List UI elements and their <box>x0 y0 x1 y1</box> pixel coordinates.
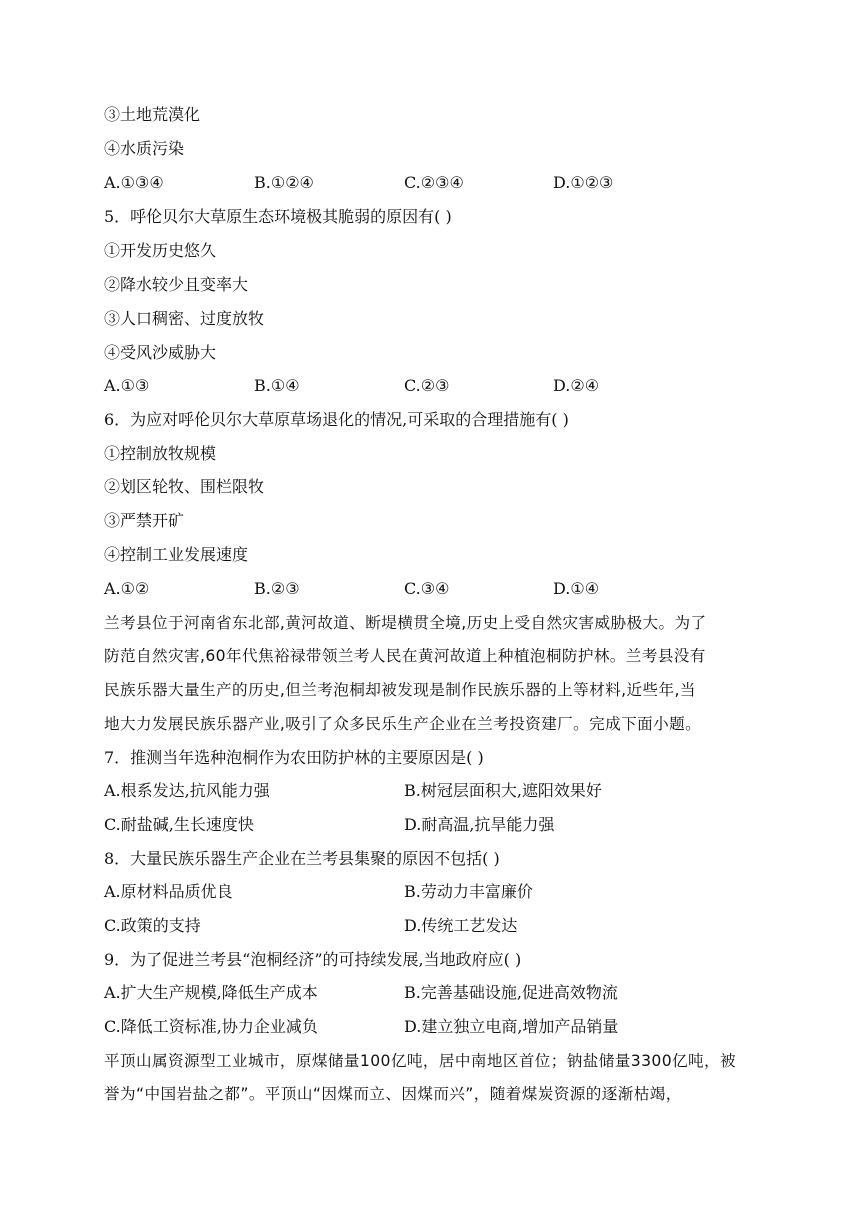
q9-options-row-2 <box>104 1016 764 1038</box>
q5-item-4: ④受风沙威胁大 <box>104 343 217 362</box>
q5-option-a[interactable]: A.①③ <box>104 376 150 395</box>
q6-item-2: ②划区轮牧、围栏限牧 <box>104 477 265 496</box>
q4-item-3: ③土地荒漠化 <box>104 105 201 124</box>
q8-options-row-2 <box>104 915 764 937</box>
q4-option-a[interactable]: A.①③④ <box>104 173 164 192</box>
passage2-line-2: 誉为“中国岩盐之都”。平顶山“因煤而立、因煤而兴”，随着煤炭资源的逐渐枯竭， <box>104 1085 682 1103</box>
q8-option-b[interactable]: B.劳动力丰富廉价 <box>404 882 533 901</box>
q8-option-c[interactable]: C.政策的支持 <box>104 916 201 935</box>
passage2-line-1: 平顶山属资源型工业城市，原煤储量100亿吨，居中南地区首位；钠盐储量3300亿吨，被 <box>104 1052 737 1070</box>
q5-option-b[interactable]: B.①④ <box>254 376 300 395</box>
q6-option-a[interactable]: A.①② <box>104 579 150 598</box>
passage1-line-4: 地大力发展民族乐器产业,吸引了众多民乐生产企业在兰考投资建厂。完成下面小题。 <box>104 715 702 733</box>
q6-option-b[interactable]: B.②③ <box>254 579 300 598</box>
q4-option-d[interactable]: D.①②③ <box>553 173 614 192</box>
q6-stem: 6．为应对呼伦贝尔大草原草场退化的情况,可采取的合理措施有( ) <box>104 410 569 429</box>
q9-option-c[interactable]: C.降低工资标准,协力企业减负 <box>104 1017 318 1036</box>
q9-stem: 9．为了促进兰考县“泡桐经济”的可持续发展,当地政府应( ) <box>104 950 522 969</box>
q7-option-b[interactable]: B.树冠层面积大,遮阳效果好 <box>404 781 602 800</box>
q9-option-a[interactable]: A.扩大生产规模,降低生产成本 <box>104 983 318 1002</box>
q4-item-4: ④水质污染 <box>104 139 185 158</box>
q9-options-row-1 <box>104 982 764 1004</box>
q4-option-b[interactable]: B.①②④ <box>254 173 314 192</box>
q7-option-a[interactable]: A.根系发达,抗风能力强 <box>104 781 270 800</box>
q7-option-c[interactable]: C.耐盐碱,生长速度快 <box>104 815 254 834</box>
q7-options-row-1 <box>104 780 764 802</box>
q8-option-a[interactable]: A.原材料品质优良 <box>104 882 233 901</box>
q7-options-row-2 <box>104 814 764 836</box>
q5-item-3: ③人口稠密、过度放牧 <box>104 309 265 328</box>
q5-option-c[interactable]: C.②③ <box>404 376 450 395</box>
q5-item-2: ②降水较少且变率大 <box>104 275 249 294</box>
q6-item-1: ①控制放牧规模 <box>104 444 217 463</box>
q9-option-b[interactable]: B.完善基础设施,促进高效物流 <box>404 983 618 1002</box>
q6-item-4: ④控制工业发展速度 <box>104 545 249 564</box>
q6-option-d[interactable]: D.①④ <box>553 579 600 598</box>
q6-item-3: ③严禁开矿 <box>104 511 185 530</box>
q8-option-d[interactable]: D.传统工艺发达 <box>404 916 518 935</box>
q8-options-row-1 <box>104 881 764 903</box>
passage1-line-2: 防范自然灾害,60年代焦裕禄带领兰考人民在黄河故道上种植泡桐防护林。兰考县没有 <box>104 647 706 665</box>
q5-options <box>104 375 764 397</box>
q6-option-c[interactable]: C.③④ <box>404 579 450 598</box>
q4-option-c[interactable]: C.②③④ <box>404 173 464 192</box>
q5-option-d[interactable]: D.②④ <box>553 376 600 395</box>
passage1-line-3: 民族乐器大量生产的历史,但兰考泡桐却被发现是制作民族乐器的上等材料,近些年,当 <box>104 681 696 699</box>
q4-options <box>104 172 764 194</box>
q8-stem: 8．大量民族乐器生产企业在兰考县集聚的原因不包括( ) <box>104 849 500 868</box>
passage1-line-1: 兰考县位于河南省东北部,黄河故道、断堤横贯全境,历史上受自然灾害威胁极大。为了 <box>104 614 707 632</box>
q9-option-d[interactable]: D.建立独立电商,增加产品销量 <box>404 1017 619 1036</box>
q7-stem: 7．推测当年选种泡桐作为农田防护林的主要原因是( ) <box>104 748 484 767</box>
q5-item-1: ①开发历史悠久 <box>104 241 217 260</box>
q7-option-d[interactable]: D.耐高温,抗旱能力强 <box>404 815 555 834</box>
q5-stem: 5．呼伦贝尔大草原生态环境极其脆弱的原因有( ) <box>104 207 452 226</box>
q6-options <box>104 578 764 600</box>
